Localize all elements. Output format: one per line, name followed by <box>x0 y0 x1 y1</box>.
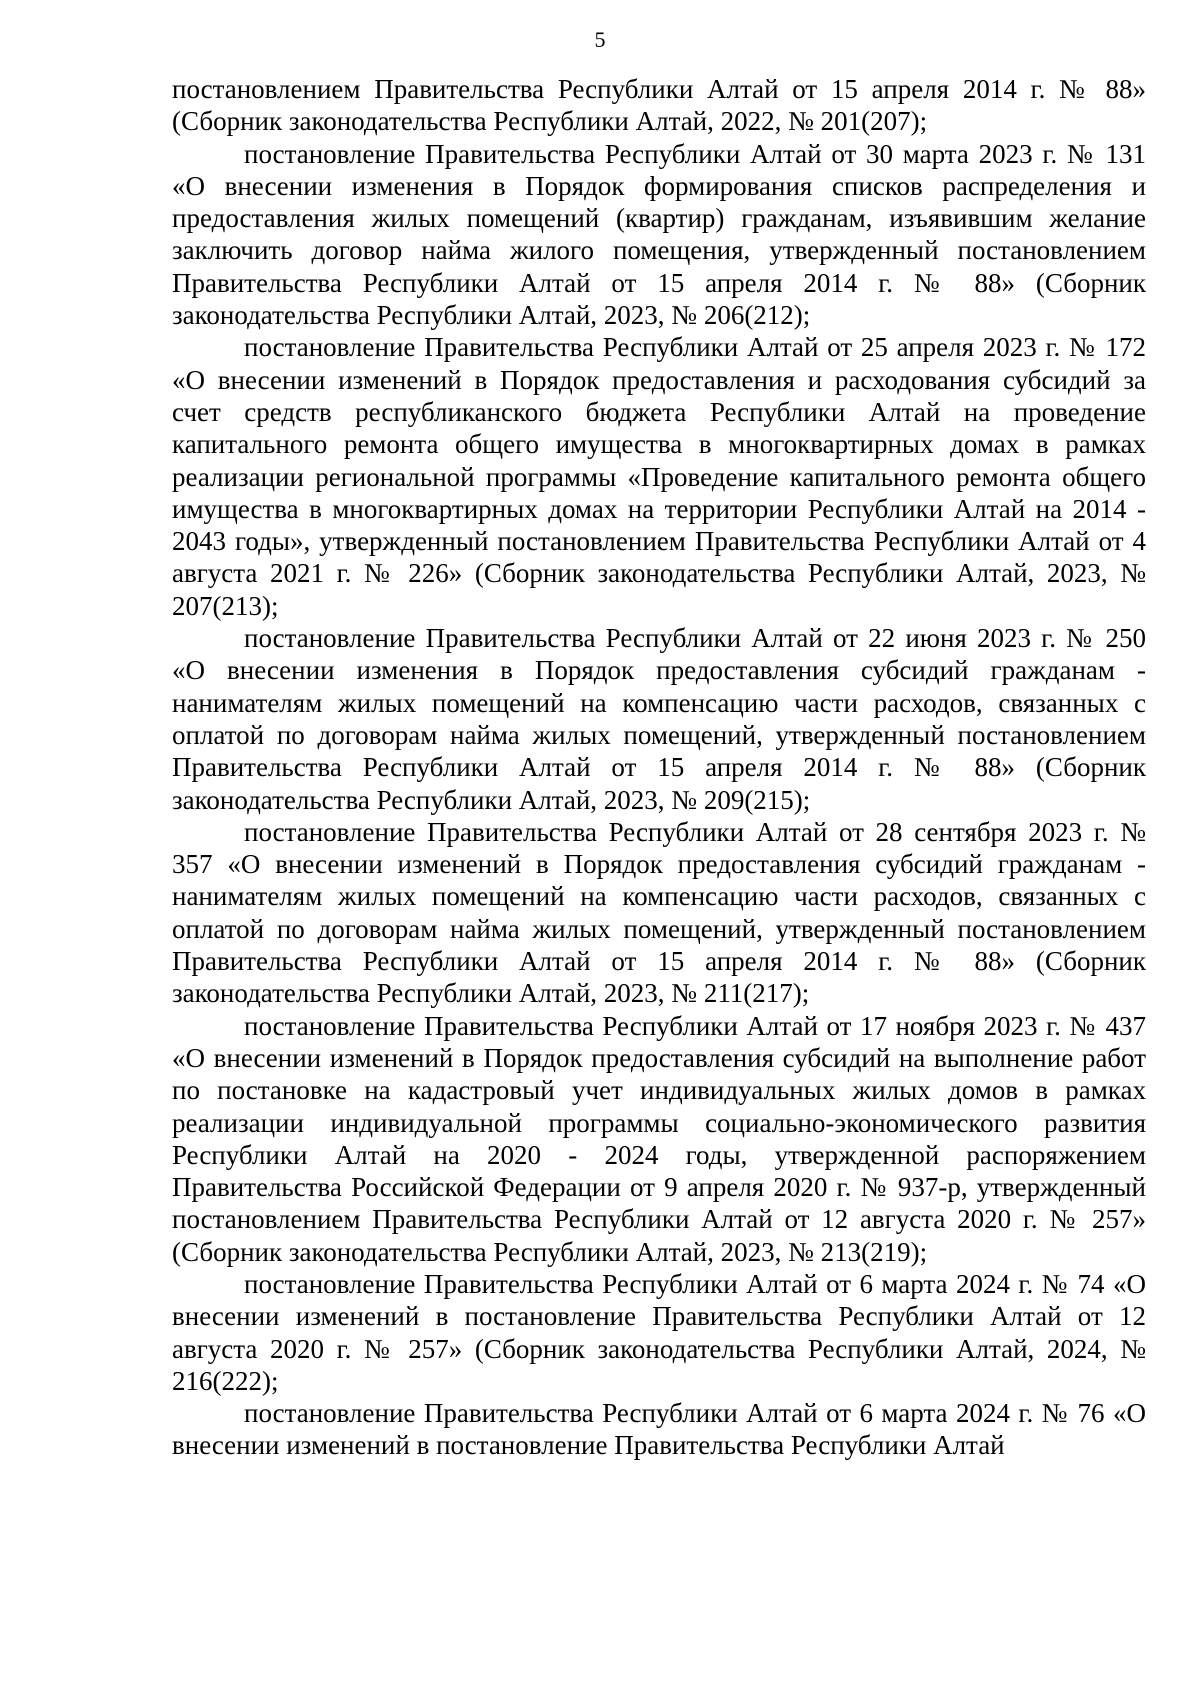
paragraph-2: постановление Правительства Республики Алтай от 30 марта 2023 г. № 131 «О внесении изменения в Порядок формирования списков распределения и предоставления жилых помещений (квартир) гражданам, изъявившим желание заключить договор найма жилого помещения, утвержденный постановлением Правительства Республики Алтай от 15 апреля 2014 г. № 88» (Сборник законодательства Республики Алтай, 2023, № 206(212); <box>172 138 1146 331</box>
paragraph-1: постановлением Правительства Республики Алтай от 15 апреля 2014 г. № 88» (Сборник законодательства Республики Алтай, 2022, № 201(207); <box>172 74 1146 137</box>
page-number: 5 <box>594 27 606 52</box>
document-body <box>172 73 1146 1462</box>
paragraph-6: постановление Правительства Республики Алтай от 17 ноября 2023 г. № 437 «О внесении изменений в Порядок предоставления субсидий на выполнение работ по постановке на кадастровый учет индивидуальных жилых домов в рамках реализации индивидуальной программы социально-экономического развития Республики Алтай на 2020 - 2024 годы, утвержденной распоряжением Правительства Российской Федерации от 9 апреля 2020 г. № 937-р, утвержденный постановлением Правительства Республики Алтай от 12 августа 2020 г. № 257» (Сборник законодательства Республики Алтай, 2023, № 213(219); <box>172 1010 1146 1267</box>
paragraph-4: постановление Правительства Республики Алтай от 22 июня 2023 г. № 250 «О внесении изменения в Порядок предоставления субсидий гражданам - нанимателям жилых помещений на компенсацию части расходов, связанных с оплатой по договорам найма жилых помещений, утвержденный постановлением Правительства Республики Алтай от 15 апреля 2014 г. № 88» (Сборник законодательства Республики Алтай, 2023, № 209(215); <box>172 623 1146 815</box>
paragraph-3: постановление Правительства Республики Алтай от 25 апреля 2023 г. № 172 «О внесении изменений в Порядок предоставления и расходования субсидий за счет средств республиканского бюджета Республики Алтай на проведение капитального ремонта общего имущества в многоквартирных домах в рамках реализации региональной программы «Проведение капитального ремонта общего имущества в многоквартирных домах на территории Республики Алтай на 2014 - 2043 годы», утвержденный постановлением Правительства Республики Алтай от 4 августа 2021 г. № 226» (Сборник законодательства Республики Алтай, 2023, № 207(213); <box>172 332 1146 621</box>
paragraph-7: постановление Правительства Республики Алтай от 6 марта 2024 г. № 74 «О внесении изменений в постановление Правительства Республики Алтай от 12 августа 2020 г. № 257» (Сборник законодательства Республики Алтай, 2024, № 216(222); <box>172 1268 1146 1396</box>
paragraph-5: постановление Правительства Республики Алтай от 28 сентября 2023 г. № 357 «О внесении изменений в Порядок предоставления субсидий гражданам - нанимателям жилых помещений на компенсацию части расходов, связанных с оплатой по договорам найма жилых помещений, утвержденный постановлением Правительства Республики Алтай от 15 апреля 2014 г. № 88» (Сборник законодательства Республики Алтай, 2023, № 211(217); <box>172 816 1146 1009</box>
paragraph-8: постановление Правительства Республики Алтай от 6 марта 2024 г. № 76 «О внесении изменений в постановление Правительства Республики Алтай <box>172 1398 1146 1461</box>
